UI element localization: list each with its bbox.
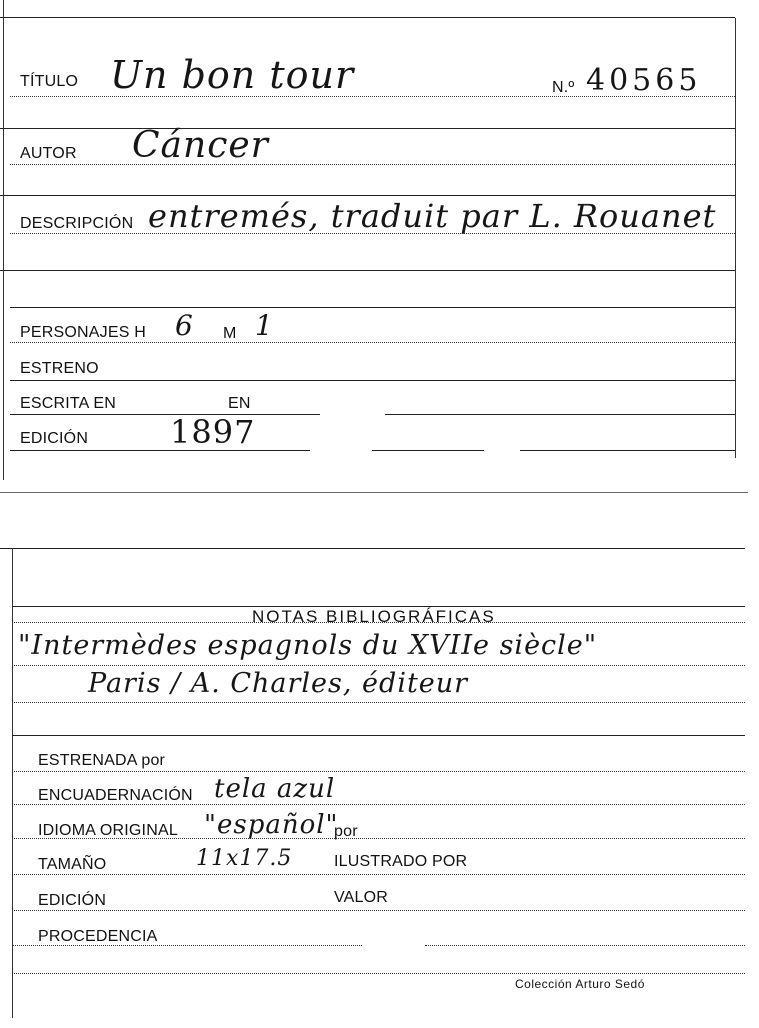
rule-edicion-1	[10, 450, 310, 451]
back-rule-estrenada	[12, 771, 745, 772]
estrenada-label: ESTRENADA por	[38, 752, 166, 769]
card-back-left-edge	[12, 548, 13, 1018]
tamano-label: TAMAÑO	[38, 856, 107, 873]
rule-escrita-1	[10, 414, 320, 415]
encuadernacion-value: tela azul	[214, 774, 336, 804]
notas-line-2: Paris / A. Charles, éditeur	[88, 668, 469, 699]
rule-estreno	[10, 380, 735, 381]
personajes-m-value: 1	[255, 309, 274, 342]
numero-label: N.º	[552, 79, 575, 96]
notas-bibliograficas-title: NOTAS BIBLIOGRÁFICAS	[252, 607, 496, 626]
back-rule-edicion	[12, 910, 745, 911]
catalog-card-back	[0, 540, 759, 1028]
rule-edicion-3	[520, 450, 735, 451]
idioma-por-label: por	[334, 823, 358, 840]
en-label: EN	[228, 395, 251, 412]
rule-escrita-2	[385, 414, 735, 415]
card-back-top-edge	[0, 548, 745, 549]
edicion-value: 1897	[170, 413, 256, 451]
tamano-value: 11x17.5	[196, 846, 293, 871]
titulo-value: Un bon tour	[110, 53, 355, 97]
collection-credit: Colección Arturo Sedó	[515, 977, 645, 991]
back-rule-2	[12, 702, 745, 703]
back-rule-1	[12, 665, 745, 666]
rule-solid-2	[0, 195, 735, 196]
ilustrado-label: ILUSTRADO POR	[334, 853, 468, 870]
personajes-h-value: 6	[175, 309, 194, 342]
descripcion-value: entremés, traduit par L. Rouanet	[148, 197, 717, 235]
descripcion-label: DESCRIPCIÓN	[20, 215, 134, 232]
personajes-m-label: M	[223, 325, 237, 342]
idioma-value: "español"	[204, 810, 339, 840]
back-rule-procedencia-2	[425, 945, 745, 946]
autor-label: AUTOR	[20, 145, 77, 162]
rule-solid-4	[10, 307, 735, 308]
rule-personajes	[10, 342, 735, 343]
titulo-label: TÍTULO	[20, 73, 79, 90]
encuadernacion-label: ENCUADERNACIÓN	[38, 787, 193, 804]
back-rule-encuadernacion	[12, 804, 745, 805]
notas-line-1: "Intermèdes espagnols du XVIIe siècle"	[18, 630, 598, 661]
escrita-en-label: ESCRITA EN	[20, 395, 116, 412]
edicion-label: EDICIÓN	[20, 430, 89, 447]
valor-label: VALOR	[334, 889, 389, 906]
card-top-edge	[0, 17, 735, 18]
edicion-back-label: EDICIÓN	[38, 892, 107, 909]
procedencia-label: PROCEDENCIA	[38, 928, 158, 945]
catalog-card-front	[0, 0, 759, 500]
autor-value: Cáncer	[132, 125, 269, 166]
back-rule-tamano	[12, 874, 745, 875]
back-rule-procedencia-1	[12, 945, 362, 946]
rule-edicion-2	[372, 450, 484, 451]
card-right-edge	[735, 18, 736, 458]
estreno-label: ESTRENO	[20, 360, 99, 377]
personajes-label: PERSONAJES H	[20, 324, 146, 341]
card-left-edge	[3, 0, 4, 480]
rule-solid-3	[0, 270, 735, 271]
rule-solid-1	[0, 128, 735, 129]
back-rule-5	[12, 973, 745, 974]
idioma-label: IDIOMA ORIGINAL	[38, 822, 178, 839]
back-rule-3	[12, 735, 745, 736]
numero-value: 40565	[586, 63, 702, 98]
card-bottom-edge	[0, 492, 748, 493]
rule-autor	[10, 164, 735, 165]
